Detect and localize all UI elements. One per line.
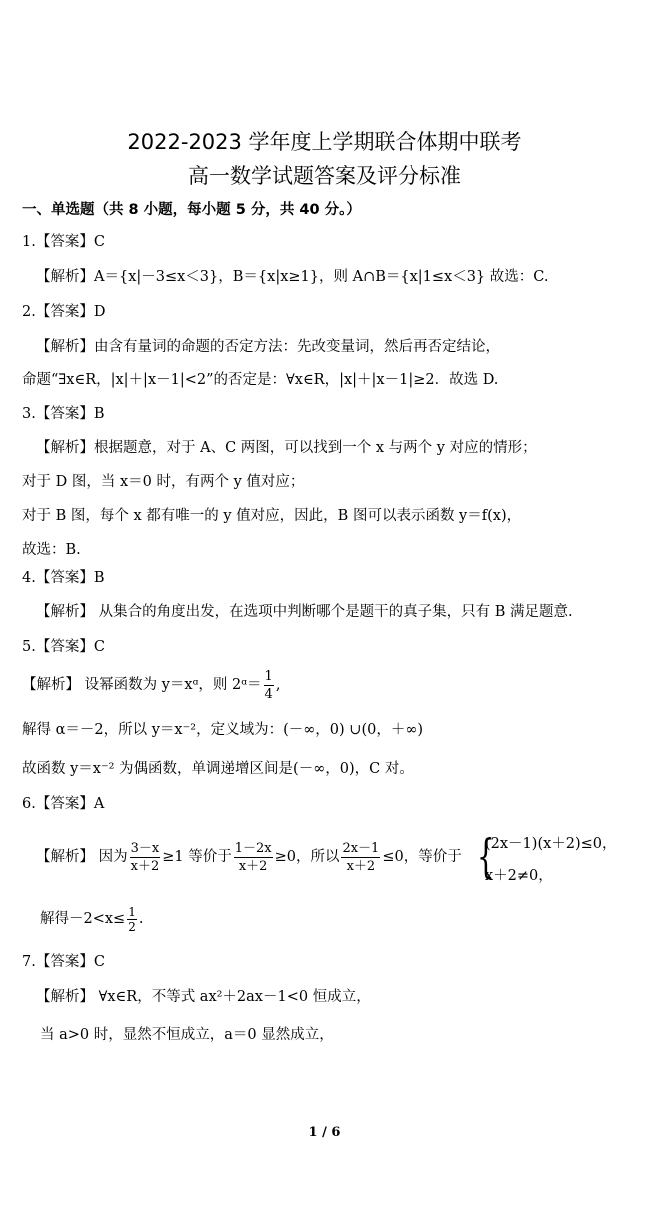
q4-answer: 4.【答案】B [22, 570, 105, 586]
q3-explanation-3: 对于 B 图，每个 x 都有唯一的 y 值对应，因此，B 图可以表示函数 y＝f(x)， [22, 508, 522, 524]
q2-explanation-2: 命题“∃x∈R，|x|＋|x－1|<2”的否定是：∀x∈R，|x|＋|x－1|≥2．故选 D. [22, 372, 499, 388]
q7-explanation-1: 【解析】 ∀x∈R，不等式 ax²＋2ax－1<0 恒成立， [36, 989, 371, 1005]
q5-explanation-1 [22, 666, 280, 704]
q5-fraction-denominator: 4 [264, 686, 273, 702]
q6-explanation-1 [36, 838, 462, 876]
page-number: 1 / 6 [308, 1125, 341, 1140]
q6-text-mid-3: ≤0，等价于 [382, 849, 462, 865]
q7-answer: 7.【答案】C [22, 954, 105, 970]
q3-explanation-4: 故选：B. [22, 542, 81, 558]
section-heading: 一、单选题（共 8 小题，每小题 5 分，共 40 分。） [22, 202, 361, 218]
q6-answer: 6.【答案】A [22, 796, 105, 812]
q1-answer: 1.【答案】C [22, 234, 105, 250]
q6-text-label: 【解析】 因为 [36, 849, 128, 865]
q6-fraction-1-numerator: 3－x [130, 840, 160, 856]
q6-solution-text: 解得－2<x≤ [40, 911, 126, 927]
q6-fraction-2-numerator: 1－2x [234, 840, 272, 856]
q2-explanation-1: 【解析】由含有量词的命题的否定方法：先改变量词，然后再否定结论， [36, 339, 500, 355]
q6-solution-denominator: 2 [128, 919, 136, 934]
q6-fraction-1-denominator: x＋2 [130, 858, 160, 874]
q6-system-row-1: (2x－1)(x＋2)≤0， [485, 836, 617, 852]
left-brace-icon: { [477, 829, 495, 883]
q5-fraction-numerator: 1 [264, 668, 273, 684]
q4-explanation: 【解析】 从集合的角度出发，在选项中判断哪个是题干的真子集，只有 B 满足题意. [36, 604, 573, 620]
q6-fraction-3-denominator: x＋2 [346, 858, 376, 874]
q5-explanation-1-text: 【解析】 设幂函数为 y＝xᵅ，则 2ᵅ＝ [22, 677, 262, 693]
q6-fraction-1 [130, 840, 161, 875]
q5-explanation-2: 解得 α＝－2，所以 y＝x⁻²，定义域为：(－∞，0) ∪(0，＋∞) [22, 722, 424, 738]
document-subtitle: 高一数学试题答案及评分标准 [188, 164, 461, 188]
q6-fraction-3-numerator: 2x－1 [342, 840, 380, 856]
q5-explanation-3: 故函数 y＝x⁻² 为偶函数，单调递增区间是(－∞，0)，C 对。 [22, 761, 414, 777]
q5-explanation-1-tail: , [275, 677, 281, 693]
q7-explanation-2: 当 a>0 时，显然不恒成立，a＝0 显然成立， [40, 1027, 334, 1043]
q3-answer: 3.【答案】B [22, 406, 105, 422]
q6-fraction-2 [234, 840, 273, 875]
q6-solution-tail: . [138, 911, 144, 927]
q6-system-row-2: x＋2≠0， [485, 868, 553, 884]
q3-explanation-1: 【解析】根据题意，对于 A、C 两图，可以找到一个 x 与两个 y 对应的情形； [36, 440, 537, 456]
q2-answer: 2.【答案】D [22, 304, 106, 320]
q6-text-mid-2: ≥0，所以 [274, 849, 340, 865]
q5-fraction [264, 668, 274, 703]
q6-solution [40, 902, 143, 936]
q6-fraction-3 [341, 840, 380, 875]
q6-text-mid-1: ≥1 等价于 [162, 849, 232, 865]
q1-explanation: 【解析】A＝{x|－3≤x＜3}，B＝{x|x≥1}，则 A∩B＝{x|1≤x＜3} 故选：C. [36, 269, 549, 285]
document-title: 2022-2023 学年度上学期联合体期中联考 [127, 130, 522, 154]
q5-answer: 5.【答案】C [22, 639, 105, 655]
q6-fraction-2-denominator: x＋2 [238, 858, 268, 874]
q3-explanation-2: 对于 D 图，当 x＝0 时，有两个 y 值对应； [22, 474, 305, 490]
q6-solution-fraction [127, 905, 137, 934]
q6-solution-numerator: 1 [128, 904, 136, 919]
